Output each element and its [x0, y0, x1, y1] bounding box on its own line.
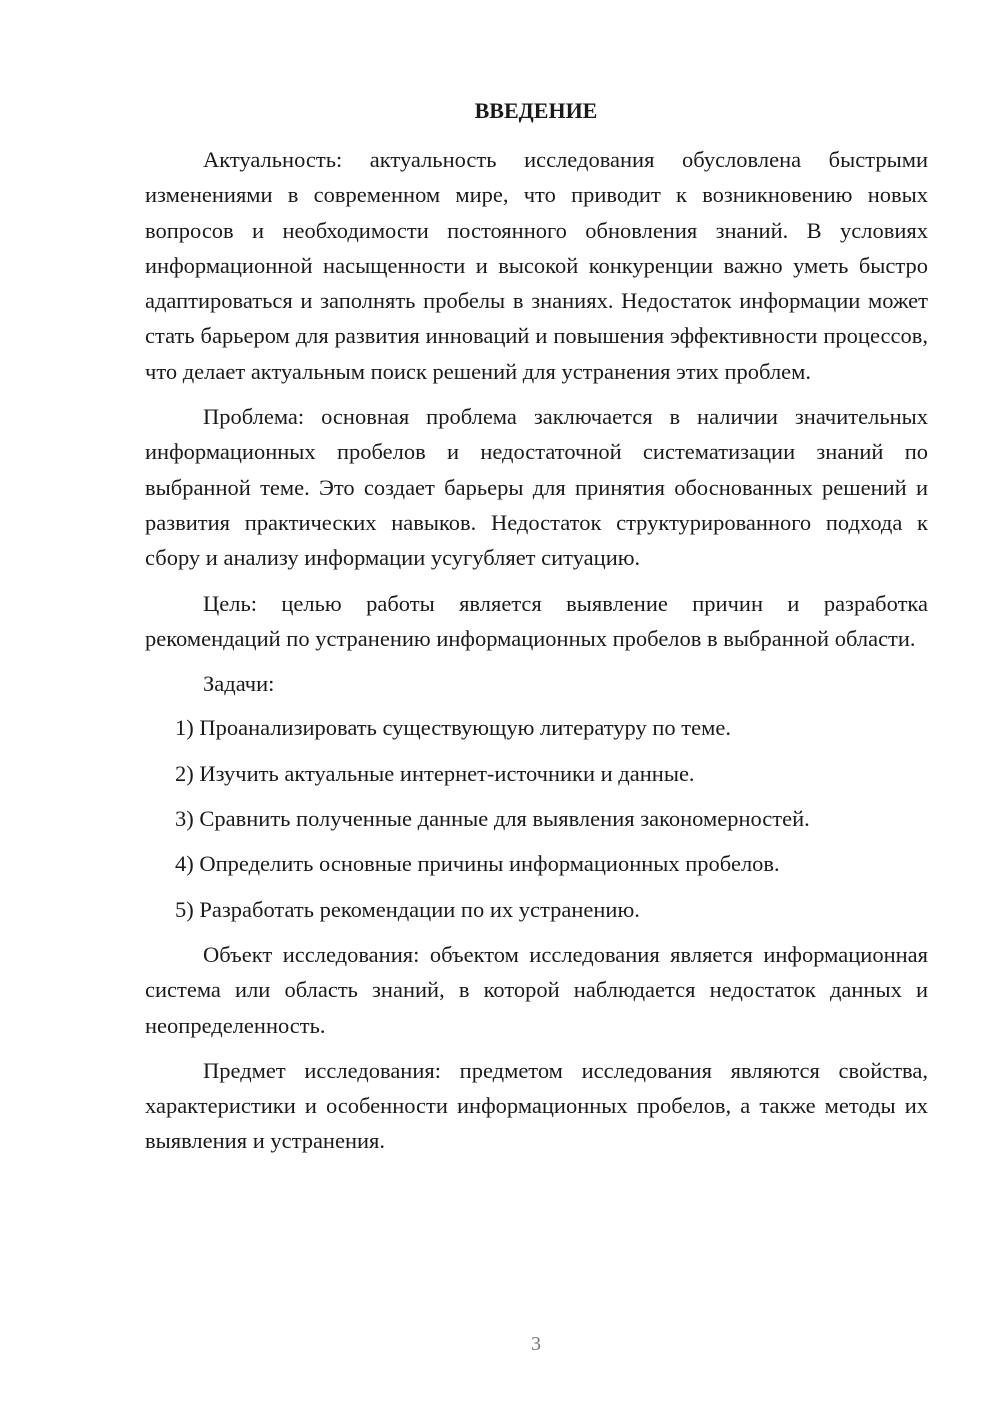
object-paragraph: Объект исследования: объектом исследования является информационная система или область знаний, в которой наблюдается недостаток данных и неопределенность. — [145, 941, 928, 1038]
list-item: 5) Разработать рекомендации по их устранению. — [175, 896, 640, 922]
list-item: 3) Сравнить полученные данные для выявления закономерностей. — [175, 806, 810, 832]
page-title: ВВЕДЕНИЕ — [474, 98, 598, 123]
problem-paragraph: Проблема: основная проблема заключается в наличии значительных информационных пробелов и недостаточной систематизации знаний по выбранной теме. Это создает барьеры для принятия обоснованных решений и развития практических навыков. Недостаток структурированного подхода к сбору и анализу информации усугубляет ситуацию. — [145, 404, 928, 571]
tasks-label: Задачи: — [203, 671, 275, 697]
list-item: 4) Определить основные причины информационных пробелов. — [175, 851, 780, 877]
list-item: 1) Проанализировать существующую литературу по теме. — [175, 715, 731, 741]
tasks-list — [145, 710, 928, 926]
relevance-paragraph: Актуальность: актуальность исследования обусловлена быстрыми изменениями в современном мире, что приводит к возникновению новых вопросов и необходимости постоянного обновления знаний. В условиях информационной насыщенности и высокой конкуренции важно уметь быстро адаптироваться и заполнять пробелы в знаниях. Недостаток информации может стать барьером для развития инноваций и повышения эффективности процессов, что делает актуальным поиск решений для устранения этих проблем. — [145, 147, 928, 384]
document-body — [145, 142, 928, 1169]
list-item: 2) Изучить актуальные интернет-источники и данные. — [175, 760, 695, 786]
goal-paragraph: Цель: целью работы является выявление причин и разработка рекомендаций по устранению информационных пробелов в выбранной области. — [145, 590, 928, 651]
page-number: 3 — [531, 1333, 541, 1355]
subject-paragraph: Предмет исследования: предметом исследования являются свойства, характеристики и особенности информационных пробелов, а также методы их выявления и устранения. — [145, 1057, 928, 1154]
